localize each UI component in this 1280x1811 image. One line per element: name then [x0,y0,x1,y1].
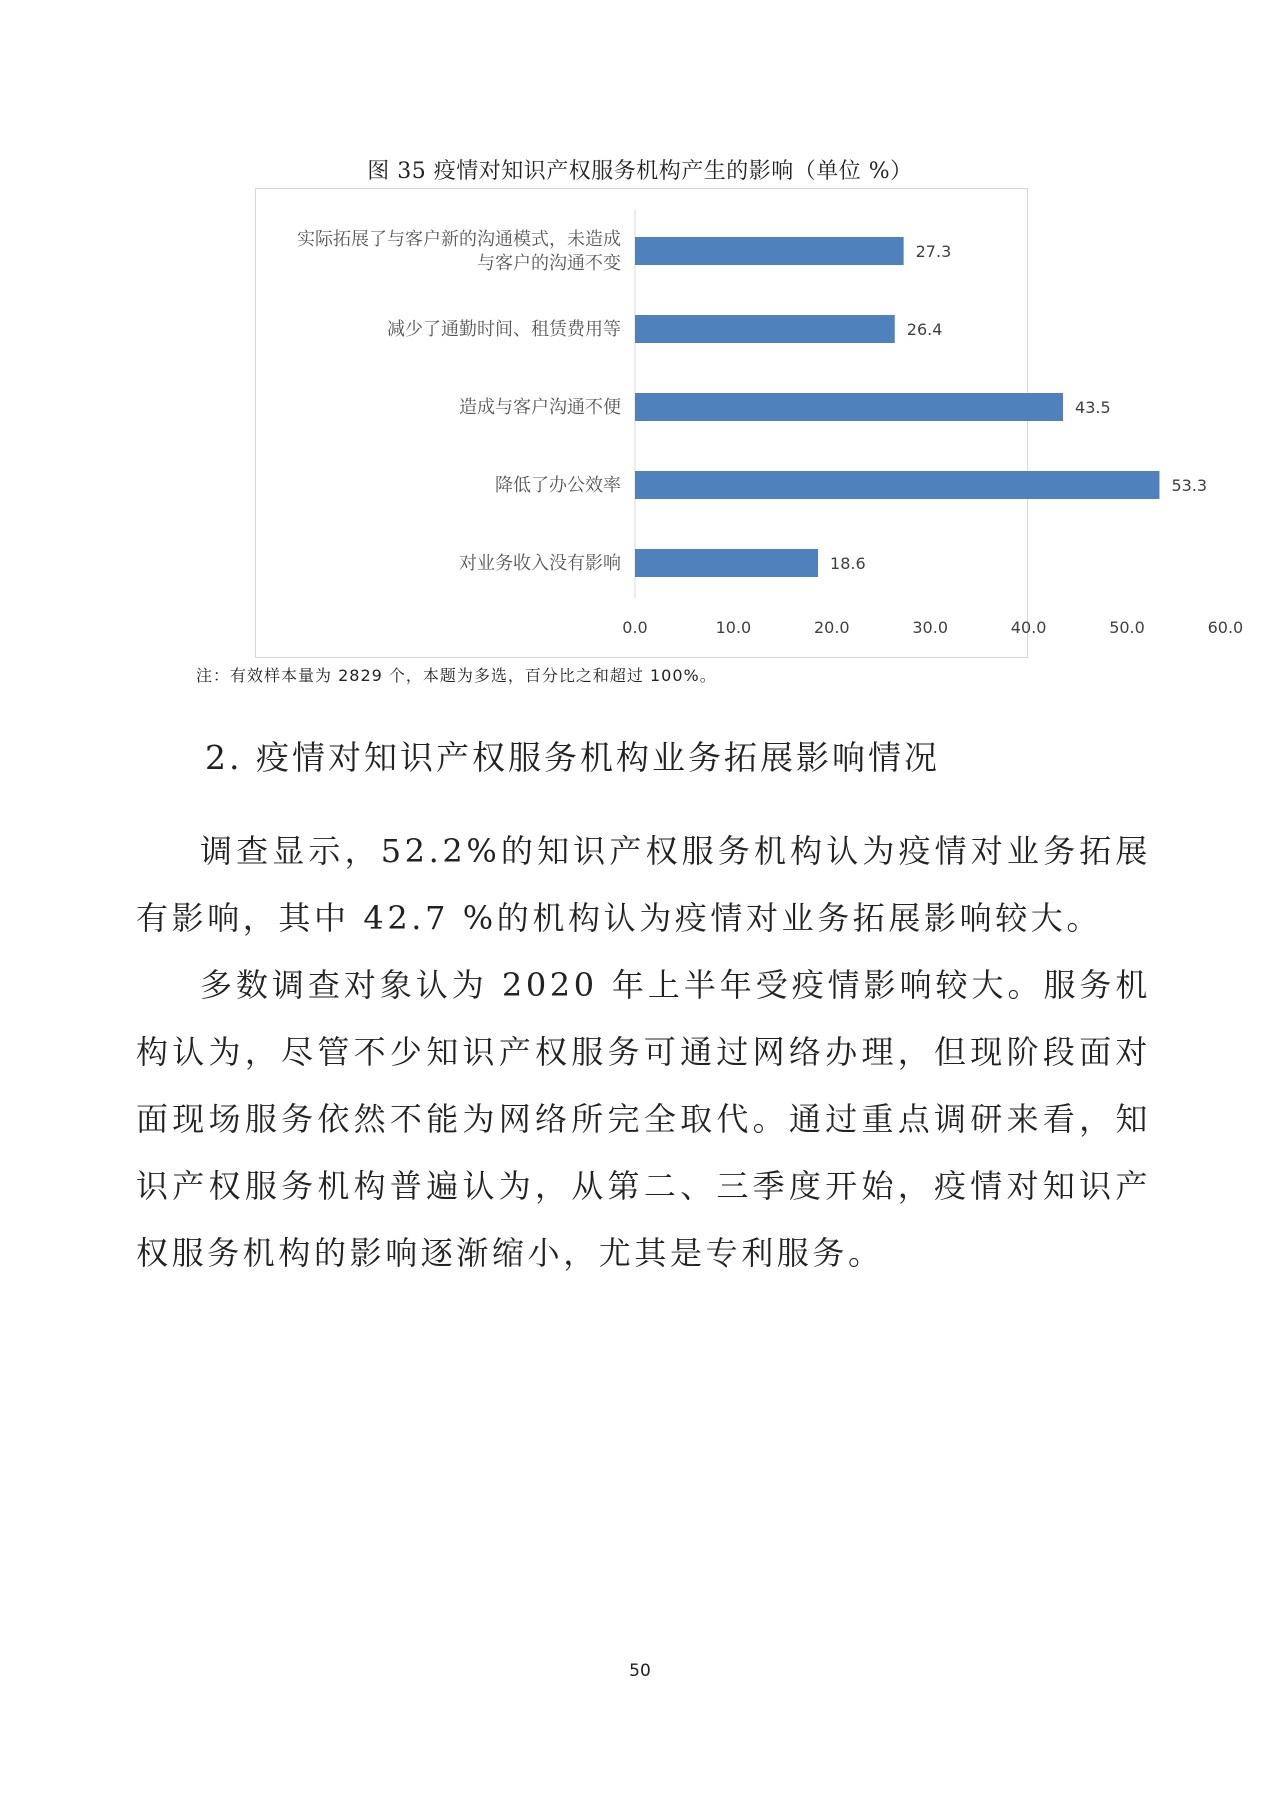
bar [635,393,1063,421]
data-label: 18.6 [830,554,866,573]
x-tick-label: 40.0 [1010,618,1047,637]
paragraph: 调查显示，52.2%的知识产权服务机构认为疫情对业务拓展有影响，其中 42.7 %的机构认为疫情对业务拓展影响较大。 [136,832,1151,937]
category-label: 与客户的沟通不变 [477,253,621,274]
bar [635,549,818,577]
bar-chart-svg [256,189,1244,659]
category-label: 降低了办公效率 [495,475,621,496]
figure-title: 图 35 疫情对知识产权服务机构产生的影响（单位 %） [367,159,913,184]
x-tick-label: 20.0 [813,618,850,637]
data-label: 27.3 [915,242,952,261]
x-tick-label: 0.0 [622,618,648,637]
x-tick-label: 10.0 [715,618,752,637]
body-text [136,818,1151,1287]
x-tick-label: 50.0 [1109,618,1145,637]
figure-note: 注：有效样本量为 2829 个，本题为多选，百分比之和超过 100%。 [196,666,717,685]
data-label: 43.5 [1075,398,1111,417]
bar [635,315,895,343]
paragraph: 多数调查对象认为 2020 年上半年受疫情影响较大。服务机构认为，尽管不少知识产权服务可通过网络办理，但现阶段面对面现场服务依然不能为网络所完全取代。通过重点调研来看，知识产权服务机构普遍认为，从第二、三季度开始，疫情对知识产权服务机构的影响逐渐缩小，尤其是专利服务。 [136,966,1151,1272]
bar [635,237,904,265]
category-label: 造成与客户沟通不便 [459,397,621,418]
category-label: 减少了通勤时间、租赁费用等 [387,319,621,340]
data-label: 53.3 [1171,476,1208,495]
x-tick-label: 30.0 [912,618,949,637]
bar-chart [255,188,1244,658]
section-heading: 2. 疫情对知识产权服务机构业务拓展影响情况 [205,738,940,777]
bar [635,471,1159,499]
x-tick-label: 60.0 [1207,618,1244,637]
page-number: 50 [629,1661,651,1681]
data-label: 26.4 [906,320,943,339]
category-label: 实际拓展了与客户新的沟通模式，未造成 [297,229,621,250]
category-label: 对业务收入没有影响 [459,553,621,574]
